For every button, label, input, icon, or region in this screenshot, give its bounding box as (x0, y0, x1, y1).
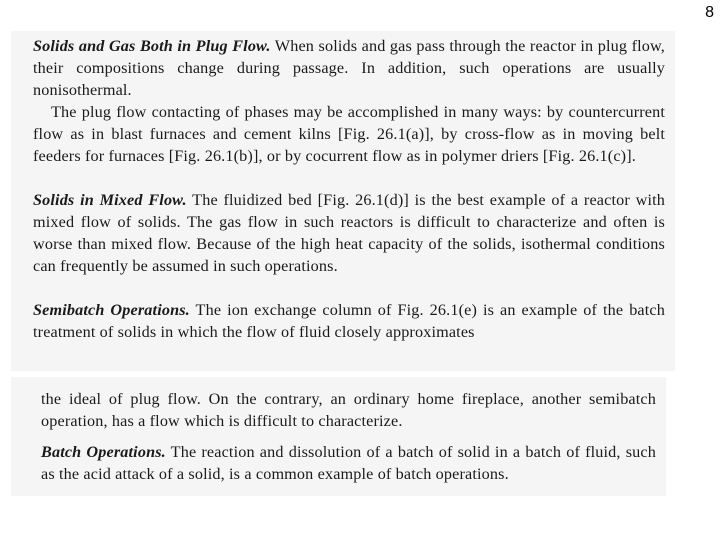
paragraph-text: The plug flow contacting of phases may be accomplished in many ways: by countercurrent flow as in blast furnaces and cement kilns [Fig. 26.1(a)], by cross-flow as in moving belt feeders for furnaces [Fig. 26.1(b)], or by cocurrent flow as in polymer driers [Fig. 26.1(c)]. (33, 103, 665, 165)
paragraph-semibatch (33, 299, 665, 343)
heading-batch: Batch Operations. (41, 443, 166, 461)
heading-semibatch: Semibatch Operations. (33, 301, 190, 319)
page-number: 8 (705, 4, 714, 21)
paragraph-mixed-flow (33, 189, 665, 277)
paragraph-text: When solids and gas pass through the reactor in plug flow, their compositions change during passage. In addition, such operations are usually nonisothermal. (33, 37, 665, 99)
paragraph-text: The reaction and dissolution of a batch of solid in a batch of fluid, such as the acid attack of a solid, is a common example of batch operations. (41, 443, 656, 483)
paragraph-plug-flow (33, 35, 665, 101)
heading-mixed-flow: Solids in Mixed Flow. (33, 191, 187, 209)
paragraph-text: The fluidized bed [Fig. 26.1(d)] is the best example of a reactor with mixed flow of solids. The gas flow in such reactors is difficult to characterize and often is worse than mixed flow. Because of the high heat capacity of the solids, isothermal conditions can frequently be assumed in such operations. (33, 191, 665, 275)
scanned-text-top (11, 31, 675, 371)
paragraph-semibatch-continued (41, 388, 656, 432)
heading-plug-flow: Solids and Gas Both in Plug Flow. (33, 37, 271, 55)
paragraph-text: The ion exchange column of Fig. 26.1(e) is an example of the batch treatment of solids in which the flow of fluid closely approximates (33, 301, 665, 341)
paragraph-batch (41, 441, 656, 485)
paragraph-text: the ideal of plug flow. On the contrary, an ordinary home fireplace, another semibatch operation, has a flow which is difficult to characterize. (41, 390, 656, 430)
paragraph-contacting (33, 101, 665, 167)
scanned-text-bottom (11, 377, 666, 496)
